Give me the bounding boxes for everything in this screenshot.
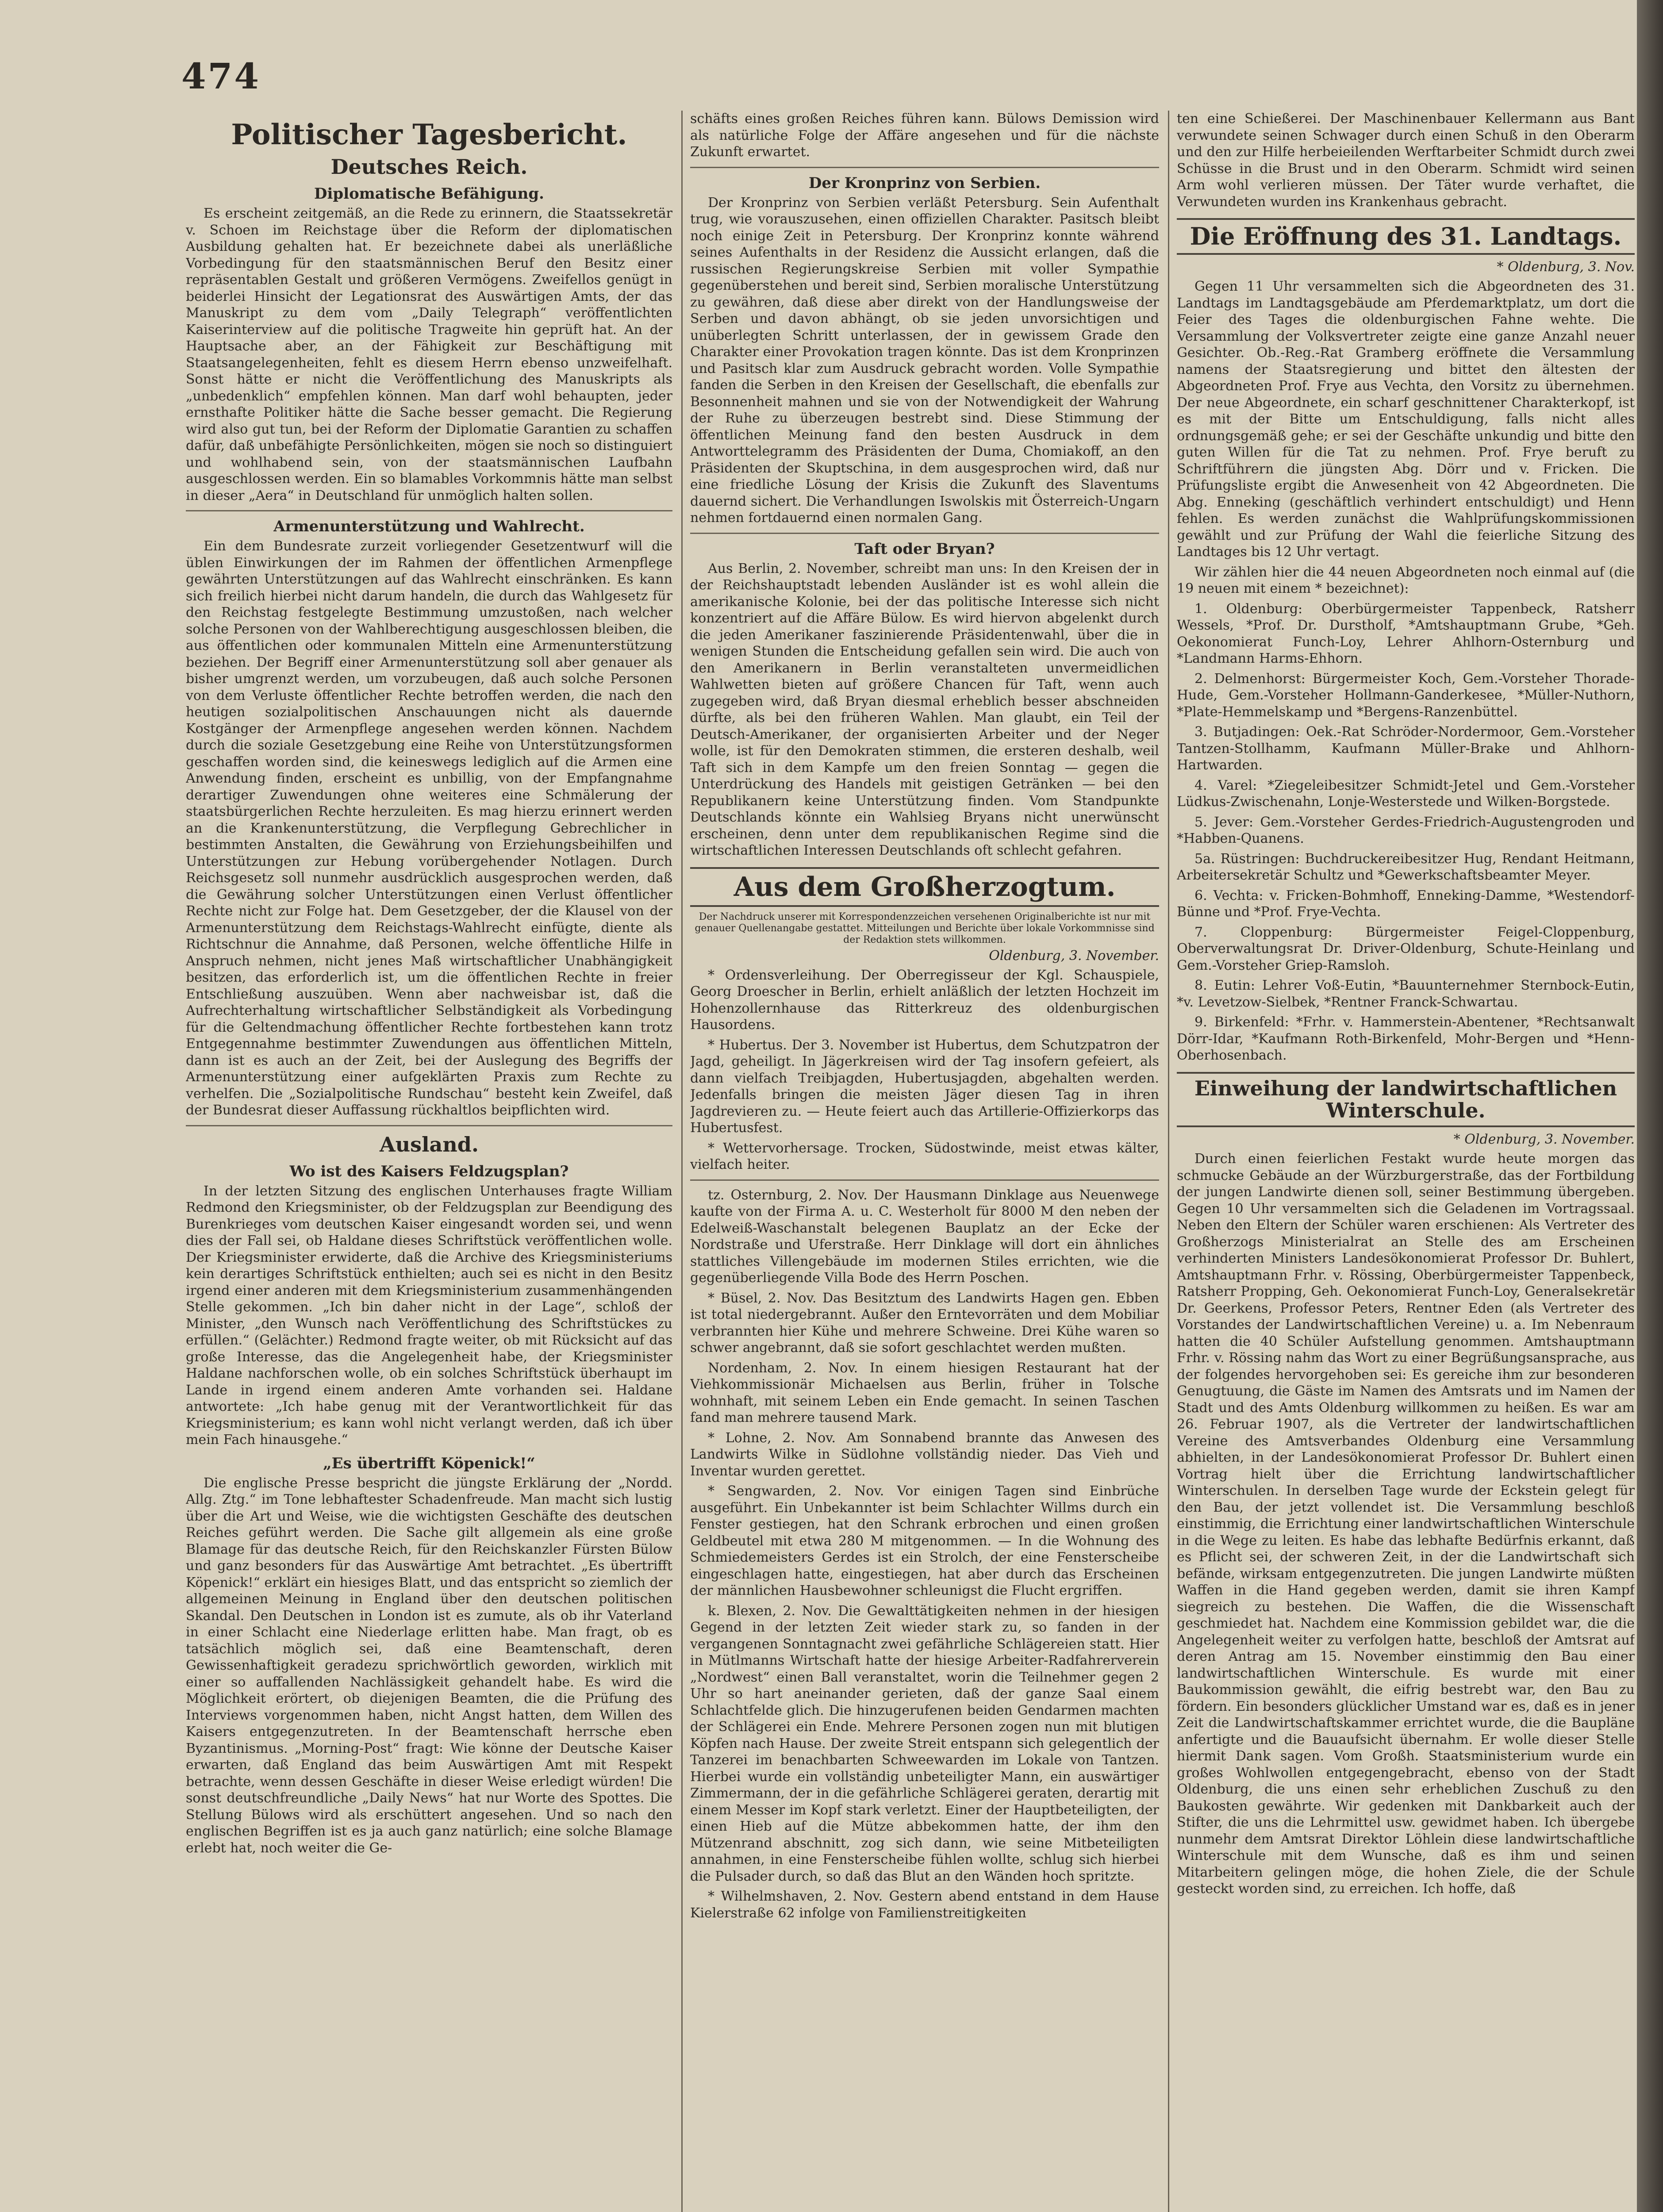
section-header-box xyxy=(1177,218,1635,255)
dateline: Oldenburg, 3. November. xyxy=(989,948,1159,964)
article-heading: Diplomatische Befähigung. xyxy=(314,185,544,203)
article-heading: Armenunterstützung und Wahlrecht. xyxy=(273,518,585,536)
article-text: Es erscheint zeitgemäß, an die Rede zu erinnern, die Staatssekretär v. Schoen im Reichstage über die Reform der diplomatischen Ausbildung gehalten hat. Er bezeichnete dabei als unerläßliche Vorbedingung für den staatsmännischen Beruf den Besitz einer repräsentablen Gestalt und größeren Vermögens. Zweifellos genügt in beiderlei Hinsicht der Legationsrat des Auswärtigen Amts, der das Manuskript zu dem vom „Daily Telegraph“ veröffentlichten Kaiserinterview auf die politische Tragweite hin geprüft hat. An der Hauptsache aber, an der Fähigkeit zur Beschäftigung mit Staatsangelegenheiten, fehlt es diesem Herrn ebenso unzweifelhaft. Sonst hätte er nicht die Veröffentlichung des Manuskripts als „unbedenklich“ empfehlen können. Man darf wohl behaupten, jeder ernsthafte Politiker hätte die Sache besser gemacht. Die Regierung wird also gut tun, bei der Reform der Diplomatie Garantien zu schaffen dafür, daß unbefähigte Persönlichkeiten, mögen sie noch so distinguiert und wohlhabend sein, von der staatsmännischen Laufbahn ausgeschlossen werden. Ein so blamables Vorkommnis hätte man selbst in dieser „Aera“ in Deutschland für unmöglich halten sollen. xyxy=(186,206,672,503)
reprint-notice: Der Nachdruck unserer mit Korrespondenzzeichen versehenen Originalberichte ist nur mit genauer Quellenangabe gestattet. Mitteilungen und Berichte über lokale Vorkommnisse sind der Redaktion stets willkommen. xyxy=(695,911,1155,946)
section-header-box xyxy=(1177,1072,1635,1127)
list-intro: Wir zählen hier die 44 neuen Abgeordneten noch einmal auf (die 19 neuen mit einem * bezeichnet): xyxy=(1177,564,1635,597)
article-continuation: schäfts eines großen Reiches führen kann. Bülows Demission wird als natürliche Folge der Affäre angesehen und für die nächste Zukunft erwartet. xyxy=(690,111,1159,160)
article-heading: Taft oder Bryan? xyxy=(854,540,995,558)
list-item: 7. Cloppenburg: Bürgermeister Feigel-Cloppenburg, Oberverwaltungsrat Dr. Driver-Oldenburg, Schute-Heinlang und Gem.-Vorsteher Griep-Ramsloh. xyxy=(1177,924,1635,973)
news-item: * Lohne, 2. Nov. Am Sonnabend brannte das Anwesen des Landwirts Wilke in Südlohne vollständig nieder. Das Vieh und Inventar wurden gerettet. xyxy=(690,1430,1159,1479)
divider xyxy=(690,167,1159,168)
list-item: 3. Butjadingen: Oek.-Rat Schröder-Nordermoor, Gem.-Vorsteher Tantzen-Stollhamm, Kaufmann Müller-Brake und Ahlhorn-Hartwarden. xyxy=(1177,724,1635,773)
dateline: * Oldenburg, 3. Nov. xyxy=(1497,259,1635,275)
column-2 xyxy=(690,111,1159,2212)
section-title: Die Eröffnung des 31. Landtags. xyxy=(1190,222,1622,250)
list-item: 2. Delmenhorst: Bürgermeister Koch, Gem.-Vorsteher Thorade-Hude, Gem.-Vorsteher Hollmann-Ganderkesee, *Müller-Nuthorn, *Plate-Hemmelskamp und *Bergens-Ranzenbüttel. xyxy=(1177,671,1635,720)
list-item: 8. Eutin: Lehrer Voß-Eutin, *Bauunternehmer Sternbock-Eutin, *v. Levetzow-Sielbek, *Rentner Franck-Schwartau. xyxy=(1177,978,1635,1010)
news-item: tz. Osternburg, 2. Nov. Der Hausmann Dinklage aus Neuenwege kaufte von der Firma A. u. C. Westerholt für 8000 M den neben der Edelweiß-Waschanstalt belegenen Bauplatz an der Ecke der Nordstraße und Uferstraße. Herr Dinklage will dort ein ähnliches stattliches Villengebäude im modernen Stiles errichten, wie die gegenüberliegende Villa Bode des Herrn Poschen. xyxy=(690,1187,1159,1286)
dateline: * Oldenburg, 3. November. xyxy=(1453,1132,1635,1148)
article-text: Die englische Presse bespricht die jüngste Erklärung der „Nordd. Allg. Ztg.“ im Tone lebhaftester Schadenfreude. Man macht sich lustig über die Art und Weise, wie die wichtigsten Geschäfte des deutschen Reiches geführt werden. Die Sache gilt allgemein als eine große Blamage für das deutsche Reich, für den Reichskanzler Fürsten Bülow und ganz besonders für das Auswärtige Amt betrachtet. „Es übertrifft Köpenick!“ erklärt ein hiesiges Blatt, und das entspricht so ziemlich der allgemeinen Meinung in England über den deutschen politischen Skandal. Den Deutschen in London ist es zumute, als ob ihr Vaterland in einer Schlacht eine Niederlage erlitten habe. Man fragt, ob es tatsächlich möglich sei, daß eine Beamtenschaft, deren Gewissenhaftigkeit geradezu sprichwörtlich geworden, wirklich mit einer so auffallenden Nachlässigkeit gehandelt habe. Es wird die Möglichkeit erörtert, ob diejenigen Beamten, die die Prüfung des Interviews vorgenommen haben, nicht Angst hatten, dem Willen des Kaisers entgegenzutreten. In der Beamtenschaft herrsche eben Byzantinismus. „Morning-Post“ fragt: Wie könne der Deutsche Kaiser erwarten, daß England das beim Auswärtigen Amt mit Respekt betrachte, wenn dessen Geschäfte in dieser Weise erledigt würden! Die sonst deutschfreundliche „Daily News“ hat nur Worte des Spottes. Die Stellung Bülows wird als erschüttert angesehen. Und so nach den englischen Begriffen ist es ja auch ganz natürlich; eine solche Blamage erlebt hat, noch weiter die Ge- xyxy=(186,1475,672,1856)
divider xyxy=(690,533,1159,534)
article-text: Ein dem Bundesrate zurzeit vorliegender Gesetzentwurf will die üblen Einwirkungen der im Rahmen der öffentlichen Armenpflege gewährten Unterstützungen auf das Wahlrecht einschränken. Es kann sich freilich hierbei nicht darum handeln, die durch das Wahlgesetz für den Reichstag festgelegte Bestimmung umzustoßen, nach welcher solche Personen von der Wahlberechtigung ausgeschlossen bleiben, die aus öffentlichen oder kommunalen Mitteln eine Armenunterstützung beziehen. Der Begriff einer Armenunterstützung soll aber genauer als bisher umgrenzt werden, um vorzubeugen, daß auch solche Personen von dem Verluste öffentlicher Rechte betroffen werden, die nach den heutigen sozialpolitischen Anschauungen nicht als dauernde Kostgänger der Armenpflege angesehen werden können. Nachdem durch die soziale Gesetzgebung eine Reihe von Unterstützungsformen geschaffen worden sind, die keineswegs lediglich auf die Armen eine Anwendung finden, erscheint es unbillig, von der Empfangnahme derartiger Zuwendungen ohne weiteres eine Schmälerung der staatsbürgerlichen Rechte herzuleiten. Es mag hierzu erinnert werden an die Krankenunterstützung, die Verpflegung Gebrechlicher in bestimmten Anstalten, die Gewährung von Erziehungsbeihilfen und Unterstützungen zur Hebung vorübergehender Notlagen. Durch Reichsgesetz soll nunmehr ausdrücklich ausgesprochen werden, daß die Gewährung solcher Unterstützungen einen Verlust öffentlicher Rechte nicht zur Folge hat. Dem Gesetzgeber, der die Klausel von der Armenunterstützung dem Reichstags-Wahlrecht einfügte, diente als Richtschnur die Annahme, daß Personen, welche öffentliche Hilfe in Anspruch nehmen, nicht jenes Maß wirtschaftlicher Unabhängigkeit besitzen, das erforderlich ist, um die öffentlichen Rechte in freier Entschließung auszuüben. Wenn aber nachweisbar ist, daß die Aufrechterhaltung wirtschaftlicher Selbständigkeit als Vorbedingung für die Geltendmachung öffentlicher Rechte fortbestehen kann trotz Entgegennahme bestimmter Zuwendungen aus öffentlichen Mitteln, dann ist es auch an der Zeit, bei der Auslegung des Begriffs der Armenunterstützung einer aufgeklärten Praxis zum Rechte zu verhelfen. Die „Sozialpolitische Rundschau“ besteht kein Zweifel, daß der Bundesrat dieser Auffassung rückhaltlos beipflichten wird. xyxy=(186,538,672,1118)
list-item: 4. Varel: *Ziegeleibesitzer Schmidt-Jetel und Gem.-Vorsteher Lüdkus-Zwischenahn, Lonje-Westerstede und Wilken-Borgstede. xyxy=(1177,777,1635,810)
article-heading: Wo ist des Kaisers Feldzugsplan? xyxy=(289,1162,569,1180)
section-heading: Deutsches Reich. xyxy=(330,155,528,179)
news-item: Nordenham, 2. Nov. In einem hiesigen Restaurant hat der Viehkommissionär Michaelsen aus Berlin, früher in Tolsche wohnhaft, mit seinem Leben ein Ende gemacht. In seinen Taschen fand man mehrere tausend Mark. xyxy=(690,1360,1159,1426)
news-item: * Büsel, 2. Nov. Das Besitztum des Landwirts Hagen gen. Ebben ist total niedergebrannt. Außer den Erntevorräten und dem Mobiliar verbrannten hier Kühe und mehrere Schweine. Drei Kühe waren so schwer angebrannt, daß sie sofort geschlachtet werden mußten. xyxy=(690,1290,1159,1356)
divider xyxy=(186,510,672,511)
column-1 xyxy=(186,111,672,2212)
section-title: Einweihung der landwirtschaftlichen Winterschule. xyxy=(1194,1076,1617,1123)
column-rule xyxy=(681,111,683,2212)
main-title: Politischer Tagesbericht. xyxy=(231,118,627,151)
article-text: Der Kronprinz von Serbien verläßt Petersburg. Sein Aufenthalt trug, wie vorauszusehen, einen offiziellen Charakter. Pasitsch bleibt noch einige Zeit in Petersburg. Der Kronprinz konnte während seines Aufenthalts in der Residenz die Aussicht erlangen, daß die russischen Regierungskreise Serbien mit voller Sympathie gegenüberstehen und bereit sind, Serbien moralische Unterstützung zu gewähren, daß diese aber direkt von der Handlungsweise der Serben und davon abhängt, ob sie jeden unvorsichtigen und unüberlegten Schritt unterlassen, der in gewissem Grade den Charakter einer Provokation tragen könnte. Das ist dem Kronprinzen und Pasitsch klar zum Ausdruck gebracht worden. Volle Sympathie fanden die Serben in den Kreisen der Gesellschaft, die ebenfalls zur Besonnenheit mahnen und sie von der Notwendigkeit der Wahrung der Ruhe zu überzeugen bestrebt sind. Diese Stimmung der öffentlichen Meinung fand den besten Ausdruck in dem Antworttelegramm des Präsidenten der Duma, Chomiakoff, an den Präsidenten der Skuptschina, in dem ausgesprochen wird, daß nur eine friedliche Lösung der Krisis die Zukunft des Slaventums dauernd sichert. Die Verhandlungen Iswolskis mit Österreich-Ungarn nehmen fortdauernd einen normalen Gang. xyxy=(690,195,1159,526)
news-item: * Wilhelmshaven, 2. Nov. Gestern abend entstand in dem Hause Kielerstraße 62 infolge von Familienstreitigkeiten xyxy=(690,1889,1159,1921)
page-number: 474 xyxy=(181,55,261,97)
news-item: * Sengwarden, 2. Nov. Vor einigen Tagen sind Einbrüche ausgeführt. Ein Unbekannter ist beim Schlachter Willms durch ein Fenster gestiegen, hat den Schrank erbrochen und einen großen Geldbeutel mit etwa 280 M mitgenommen. — In die Wohnung des Schmiedemeisters Gerdes ist ein Strolch, der eine Fensterscheibe eingeschlagen hatte, eingestiegen, hat aber durch das Erscheinen der männlichen Hausbewohner schleunigst die Flucht ergriffen. xyxy=(690,1483,1159,1599)
column-3 xyxy=(1177,111,1635,2212)
article-heading: Der Kronprinz von Serbien. xyxy=(808,174,1041,192)
list-item: 6. Vechta: v. Fricken-Bohmhoff, Enneking-Damme, *Westendorf-Bünne und *Prof. Frye-Vechta. xyxy=(1177,887,1635,920)
list-item: 1. Oldenburg: Oberbürgermeister Tappenbeck, Ratsherr Wessels, *Prof. Dr. Durstholf, *Amtshauptmann Grube, *Geh. Oekonomierat Funch-Loy, Lehrer Ahlhorn-Osternburg und *Landmann Harms-Ehhorn. xyxy=(1177,601,1635,667)
article-text: Durch einen feierlichen Festakt wurde heute morgen das schmucke Gebäude an der Würzburgerstraße, das der Fortbildung der jungen Landwirte dienen soll, seiner Bestimmung übergeben. Gegen 10 Uhr versammelten sich die Geladenen im Vortragssaal. Neben den Eltern der Schüler waren erschienen: Als Vertreter des Großherzogs Ministerialrat an Stelle des am Erscheinen verhinderten Ministers Landesökonomierat Professor Dr. Buhlert, Amtshauptmann Frhr. v. Rössing, Oberbürgermeister Tappenbeck, Ratsherr Propping, Geh. Oekonomierat Funch-Loy, Generalsekretär Dr. Geerkens, Professor Peters, Rentner Eden (als Vertreter des Vorstandes der Landwirtschaftlichen Vereine) u. a. Im Nebenraum hatten die 40 Schüler Aufstellung genommen. Amtshauptmann Frhr. v. Rössing nahm das Wort zu einer Begrüßungsansprache, aus der folgendes hervorgehoben sei: Es gereiche ihm zur besonderen Genugtuung, die Gäste im Namen des Amtsrats und im Namen der Stadt und des Amts Oldenburg willkommen zu heißen. Es war am 26. Februar 1907, als die Vertreter der landwirtschaftlichen Vereine des Amtsverbandes Oldenburg eine Versammlung abhielten, in der Landesökonomierat Professor Dr. Buhlert einen Vortrag hielt über die Errichtung landwirtschaftlicher Winterschulen. In derselben Tage wurde der Eckstein gelegt für den Bau, der jetzt vollendet ist. Die Versammlung beschloß einstimmig, die Errichtung einer landwirtschaftlichen Winterschule in die Wege zu leiten. Es habe das lebhafte Bedürfnis erkannt, daß es Pflicht sei, der schweren Zeit, in der die Landwirtschaft sich befände, wirksam entgegenzutreten. Die jungen Landwirte müßten Waffen in die Hand gegeben werden, damit sie ihren Kampf siegreich zu bestehen. Die Waffen, die die Wissenschaft geschmiedet hat. Nachdem eine Kommission gebildet war, die die Angelegenheit weiter zu verfolgen hatte, beschloß der Amtsrat auf deren Antrag am 15. November einstimmig den Bau einer landwirtschaftlichen Winterschule. Es wurde mit einer Baukommission gewählt, die eifrig bestrebt war, den Bau zu fördern. Ein besonders glücklicher Umstand war es, daß es in jener Zeit die Landwirtschaftskammer errichtet wurde, die die Baupläne anfertigte und die Bauaufsicht übernahm. Er wolle dieser Stelle hiermit Dank sagen. Vom Großh. Staatsministerium wurde ein großes Wohlwollen entgegengebracht, ebenso von der Stadt Oldenburg, die uns einen sehr erheblichen Zuschuß zu den Baukosten gewährte. Wir gedenken mit Dankbarkeit auch der Stifter, die uns die Lehrmittel usw. gewidmet haben. Ich übergebe nunmehr dem Amtsrat Direktor Löhlein diese landwirtschaftliche Winterschule mit dem Wunsche, daß es ihm und seinen Mitarbeitern gelingen möge, die hohen Ziele, die der Schule gesteckt worden sind, zu erreichen. Ich hoffe, daß xyxy=(1177,1151,1635,1897)
news-item: * Wettervorhersage. Trocken, Südostwinde, meist etwas kälter, vielfach heiter. xyxy=(690,1140,1159,1173)
news-item: * Ordensverleihung. Der Oberregisseur der Kgl. Schauspiele, Georg Droescher in Berlin, erhielt anläßlich der letzten Hochzeit im Hohenzollernhause das Ritterkreuz des oldenburgischen Hausordens. xyxy=(690,967,1159,1033)
page-edge xyxy=(1637,0,1663,2212)
article-text: Gegen 11 Uhr versammelten sich die Abgeordneten des 31. Landtags im Landtagsgebäude am Pferdemarktplatz, um dort die Feier des Tages die oldenburgischen Fahne wehte. Die Versammlung der Volksvertreter zeigte eine ganze Anzahl neuer Gesichter. Ob.-Reg.-Rat Gramberg eröffnete die Versammlung namens der Staatsregierung und bittet den ältesten der Abgeordneten Prof. Frye aus Vechta, den Vorsitz zu übernehmen. Der neue Abgeordnete, ein scharf geschnittener Charakterkopf, ist es mit der Bitte um Entschuldigung, falls nicht alles ordnungsgemäß gehe; er sei der Geschäfte unkundig und bitte den guten Willen für die Tat zu nehmen. Prof. Frye beruft zu Schriftführern die jüngsten Abg. Dörr und v. Fricken. Die Prüfungsliste ergibt die Anwesenheit von 42 Abgeordneten. Die Abg. Enneking (geschäftlich verhindert entschuldigt) und Henn fehlen. Es werden zunächst die Wahlprüfungskommissionen gewählt und zur Prüfung der Wahl die feierliche Sitzung des Landtages bis 12 Uhr vertagt. xyxy=(1177,279,1635,560)
article-text: Aus Berlin, 2. November, schreibt man uns: In den Kreisen der in der Reichshauptstadt lebenden Ausländer ist es wohl allein die amerikanische Kolonie, bei der das politische Interesse sich nicht konzentriert auf die Affäre Bülow. Es wird hiervon abgelenkt durch die jeden Amerikaner faszinierende Präsidentenwahl, über die in wenigen Stunden die Entscheidung gefallen sein wird. Die auch von den Amerikanern in Berlin veranstalteten unvermeidlichen Wahlwetten bieten auf größere Chancen für Taft, wenn auch zugegeben wird, daß Bryan diesmal erheblich besser abschneiden dürfte, als bei den früheren Wahlen. Man glaubt, ein Teil der Deutsch-Amerikaner, der organisierten Arbeiter und der Neger wolle, ist für den Demokraten stimmen, die ersteren deshalb, weil Taft sich in dem Kampfe um den freien Sonntag — gegen die Unterdrückung des Handels mit geistigen Getränken — bei den Republikanern keine Unterstützung finden. Vom Standpunkte Deutschlands könnte ein Wahlsieg Bryans nicht unerwünscht erscheinen, denn unter dem republikanischen Regime sind die wirtschaftlichen Interessen Deutschlands oft schlecht gefahren. xyxy=(690,561,1159,858)
section-header-box xyxy=(690,867,1159,907)
list-item: 5a. Rüstringen: Buchdruckereibesitzer Hug, Rendant Heitmann, Arbeitersekretär Schultz und *Gewerkschaftsbeamter Meyer. xyxy=(1177,851,1635,883)
article-text: In der letzten Sitzung des englischen Unterhauses fragte William Redmond den Kriegsminister, ob der Feldzugsplan zur Beendigung des Burenkrieges vom deutschen Kaiser eingesandt worden sei, und wenn dies der Fall sei, ob Haldane dieses Schriftstück veröffentlichen wolle. Der Kriegsminister erwiderte, daß die Archive des Kriegsministeriums kein derartiges Schriftstück enthielten; auch sei es nicht in den Besitz irgend einer anderen mit dem Kriegsministerium zusammenhängenden Stelle gekommen. „Ich bin daher nicht in der Lage“, schloß der Minister, „den Wunsch nach Veröffentlichung des Schriftstückes zu erfüllen.“ (Gelächter.) Redmond fragte weiter, ob mit Rücksicht auf das große Interesse, das die Angelegenheit habe, der Kriegsminister Haldane nachforschen wolle, ob ein solches Schriftstück überhaupt im Lande in irgend einem anderen Amte vorhanden sei. Haldane antwortete: „Ich habe genug mit der Verantwortlichkeit für das Kriegsministerium; es kann wohl nicht verlangt werden, daß ich über mein Fach hinausgehe.“ xyxy=(186,1183,672,1448)
news-item: * Hubertus. Der 3. November ist Hubertus, dem Schutzpatron der Jagd, geheiligt. In Jägerkreisen wird der Tag insofern gefeiert, als dann vielfach Treibjagden, Hubertusjagden, abgehalten werden. Jedenfalls bringen die meisten Jäger diesen Tag in ihren Jagdrevieren zu. — Heute feiert auch das Artillerie-Offizierkorps das Hubertusfest. xyxy=(690,1037,1159,1136)
divider xyxy=(186,1125,672,1126)
article-continuation: ten eine Schießerei. Der Maschinenbauer Kellermann aus Bant verwundete seinen Schwager durch einen Schuß in den Oberarm und den zur Hilfe herbeieilenden Werftarbeiter Schmidt durch zwei Schüsse in die Brust und in den Oberarm. Schmidt wird seinen Arm wohl verlieren müssen. Der Täter wurde verhaftet, die Verwundeten wurden ins Krankenhaus gebracht. xyxy=(1177,111,1635,210)
article-heading: „Es übertrifft Köpenick!“ xyxy=(323,1454,535,1472)
list-item: 5. Jever: Gem.-Vorsteher Gerdes-Friedrich-Augustengroden und *Habben-Quanens. xyxy=(1177,814,1635,847)
column-rule xyxy=(1168,111,1169,2212)
news-item: k. Blexen, 2. Nov. Die Gewalttätigkeiten nehmen in der hiesigen Gegend in der letzten Zeit wieder stark zu, so fanden in der vergangenen Sonntagnacht zwei gefährliche Schlägereien statt. Hier in Mütlmanns Wirtschaft hatte der hiesige Arbeiter-Radfahrerverein „Nordwest“ einen Ball veranstaltet, worin die Teilnehmer gegen 2 Uhr so hart aneinander gerieten, daß der ganze Saal einem Schlachtfelde glich. Die hinzugerufenen beiden Gendarmen machten der Schlägerei ein Ende. Mehrere Personen zogen nun mit blutigen Köpfen nach Hause. Der zweite Streit entspann sich gelegentlich der Tanzerei im benachbarten Schweewarden im Lokale von Tantzen. Hierbei wurde ein vollständig unbeteiligter Mann, ein auswärtiger Zimmermann, der in die gefährliche Schlägerei geraten, derartig mit einem Messer im Kopf stark verletzt. Einer der Hauptbeteiligten, der einen Hieb auf die Mütze abbekommen hatte, der ihm den Mützenrand abschnitt, zog sich dann, wie seine Mitbeteiligten annahmen, in eine Fensterscheibe fühlen wollte, schlug sich hierbei die Pulsader durch, so daß das Blut an den Wänden hoch spritzte. xyxy=(690,1603,1159,1884)
divider xyxy=(690,1179,1159,1181)
section-heading: Ausland. xyxy=(380,1132,479,1156)
list-item: 9. Birkenfeld: *Frhr. v. Hammerstein-Abentener, *Rechtsanwalt Dörr-Idar, *Kaufmann Roth-Birkenfeld, Mohr-Bergen und *Henn-Oberhosenbach. xyxy=(1177,1014,1635,1064)
section-title: Aus dem Großherzogtum. xyxy=(734,871,1116,902)
